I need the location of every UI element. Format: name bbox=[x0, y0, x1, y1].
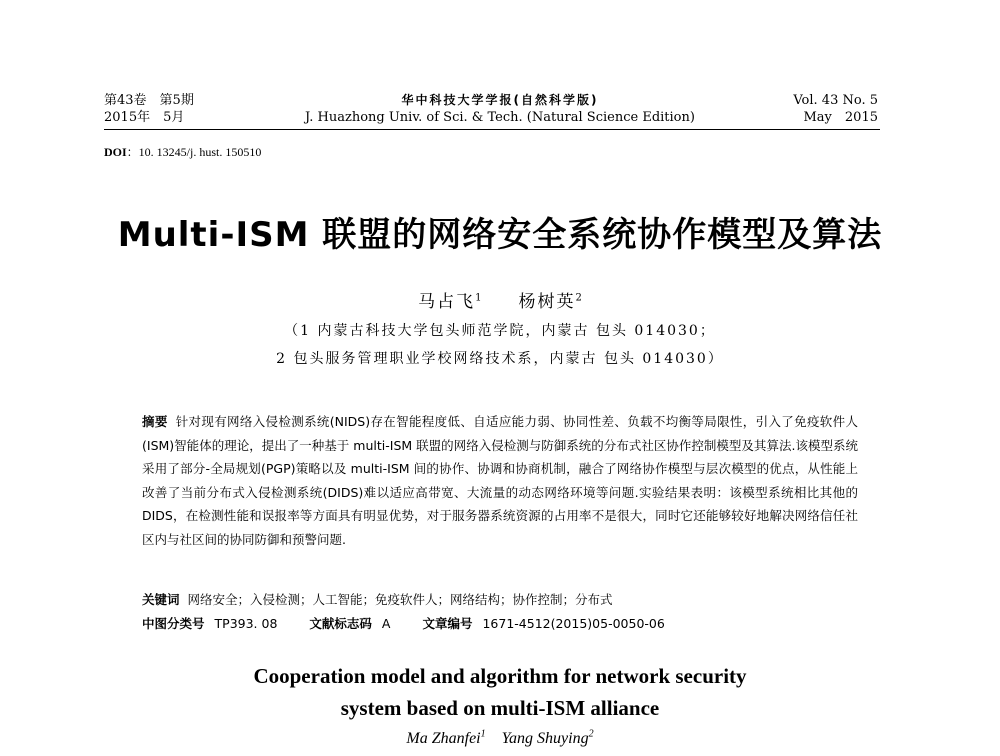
header-divider bbox=[104, 129, 880, 130]
article-no-value: 1671-4512(2015)05-0050-06 bbox=[482, 616, 665, 631]
authors-en bbox=[0, 730, 1000, 748]
keywords-text: 网络安全；入侵检测；人工智能；免疫软件人；网络结构；协作控制；分布式 bbox=[187, 592, 613, 607]
volume-issue-en: Vol. 43 No. 5 bbox=[793, 93, 878, 108]
doi-line bbox=[104, 143, 261, 160]
article-no-label: 文章编号 bbox=[422, 616, 473, 631]
author-name: 杨树英 bbox=[518, 292, 576, 312]
author-name: Yang Shuying bbox=[501, 730, 589, 747]
affiliation-1: （1 内蒙古科技大学包头师范学院，内蒙古 包头 014030； bbox=[284, 323, 716, 339]
date-en: May 2015 bbox=[803, 110, 878, 125]
journal-issue-info bbox=[104, 92, 194, 126]
affiliation-mark: 2 bbox=[575, 292, 582, 304]
paper-title-en-line1: Cooperation model and algorithm for network security bbox=[253, 664, 747, 688]
journal-name-en: J. Huazhong Univ. of Sci. & Tech. (Natural Science Edition) bbox=[305, 110, 695, 125]
affiliation-mark: 1 bbox=[475, 292, 482, 304]
doi-value: ：10. 13245/j. hust. 150510 bbox=[126, 145, 262, 159]
abstract-text: 针对现有网络入侵检测系统(NIDS)存在智能程度低、自适应能力弱、协同性差、负载不均衡等局限性，引入了免疫软件人(ISM)智能体的理论，提出了一种基于 multi-ISM 联盟的网络入侵检测与防御系统的分布式社区协作控制模型及其算法.该模型系统采用了部分-全局规划(PGP)策略以及 multi-ISM 间的协作、协调和协商机制，融合了网络协作模型与层次模型的优点，从性能上改善了当前分布式入侵检测系统(DIDS)难以适应高带宽、大流量的动态网络环境等问题.实验结果表明：该模型系统相比其他的 DIDS，在检测性能和误报率等方面具有明显优势，对于服务器系统资源的占用率不是很大，同时它还能够较好地解决网络信任社区内与社区间的协同防御和预警问题. bbox=[142, 414, 858, 547]
affiliation-2: 2 包头服务管理职业学校网络技术系，内蒙古 包头 014030） bbox=[276, 351, 724, 367]
affiliation-mark: 1 bbox=[480, 728, 486, 740]
authors-cn bbox=[0, 287, 1000, 312]
paper-title-en-line2: system based on multi-ISM alliance bbox=[340, 696, 660, 720]
author-name: 马占飞 bbox=[418, 292, 476, 312]
keywords-label: 关键词 bbox=[142, 592, 180, 607]
abstract-label: 摘要 bbox=[142, 414, 168, 429]
volume-issue-cn: 第43卷 第5期 bbox=[104, 93, 194, 108]
clc-label: 中图分类号 bbox=[142, 616, 205, 631]
classification-line bbox=[142, 614, 858, 632]
date-cn: 2015年 5月 bbox=[104, 110, 185, 125]
doc-code-value: A bbox=[381, 616, 391, 631]
paper-title-cn: Multi-ISM 联盟的网络安全系统协作模型及算法 bbox=[117, 215, 883, 255]
journal-volume-info bbox=[793, 92, 878, 126]
doc-code-label: 文献标志码 bbox=[309, 616, 372, 631]
clc-value: TP393. 08 bbox=[214, 616, 278, 631]
affiliation-mark: 2 bbox=[588, 728, 594, 740]
doi-label: DOI bbox=[104, 145, 127, 159]
journal-name bbox=[260, 92, 740, 126]
author-name: Ma Zhanfei bbox=[406, 730, 481, 747]
abstract-cn bbox=[142, 410, 858, 551]
journal-name-cn: 华中科技大学学报(自然科学版) bbox=[401, 93, 599, 107]
keywords-cn bbox=[142, 590, 858, 608]
